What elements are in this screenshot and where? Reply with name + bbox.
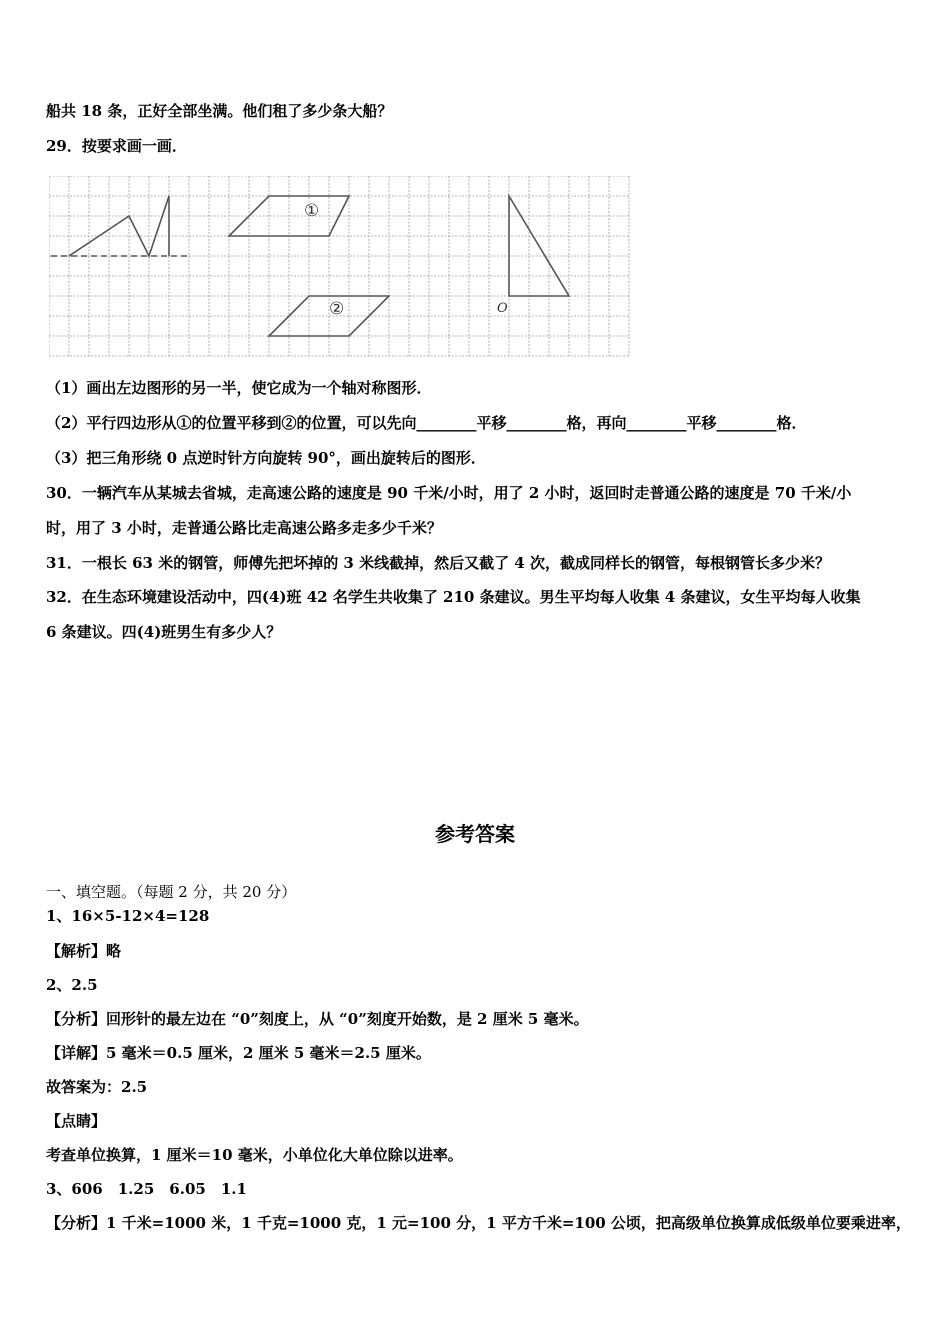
triangle [509, 196, 569, 296]
answer-1-analysis: 【解析】略 [46, 942, 122, 960]
q30-line2: 时，用了 3 小时，走普通公路比走高速公路多走多少千米？ [46, 519, 442, 537]
q29-sub1: （1）画出左边图形的另一半，使它成为一个轴对称图形． [46, 379, 432, 397]
q29-sub2: （2）平行四边形从①的位置平移到②的位置，可以先向________平移________格，再向________平移________格． [46, 414, 807, 432]
parallelogram-2-label: ② [329, 299, 345, 319]
answers-title: 参考答案 [435, 822, 515, 846]
grid-figure [49, 176, 635, 360]
answer-2-tip-label: 【点睛】 [46, 1112, 107, 1130]
q30-line1: 30．一辆汽车从某城去省城，走高速公路的速度是 90 千米/小时，用了 2 小时，返回时走普通公路的速度是 70 千米/小 [46, 484, 852, 502]
answer-2: 2、2.5 [46, 976, 98, 994]
q29-title: 29．按要求画一画． [46, 137, 187, 155]
answer-2-analysis: 【分析】回形针的最左边在 “0”刻度上，从 “0”刻度开始数，是 2 厘米 5 毫米。 [46, 1010, 589, 1028]
answers-section-heading: 一、填空题。（每题 2 分，共 20 分） [46, 883, 297, 901]
answer-3-analysis: 【分析】1 千米=1000 米，1 千克=1000 克，1 元=100 分，1 平方千米=100 公顷，把高级单位换算成低级单位要乘进率， [46, 1214, 911, 1232]
answer-1: 1、16×5-12×4=128 [46, 907, 210, 925]
half-shape [69, 196, 169, 256]
parallelogram-1-label: ① [304, 201, 320, 221]
q32-line2: 6 条建议。四(4)班男生有多少人？ [46, 623, 282, 641]
q29-sub3: （3）把三角形绕 0 点逆时针方向旋转 90°，画出旋转后的图形． [46, 449, 486, 467]
answer-2-detail: 【详解】5 毫米＝0.5 厘米，2 厘米 5 毫米＝2.5 厘米。 [46, 1044, 431, 1062]
q31: 31．一根长 63 米的钢管，师傅先把坏掉的 3 米线截掉，然后又截了 4 次，截成同样长的钢管，每根钢管长多少米？ [46, 554, 830, 572]
answer-3: 3、606 1.25 6.05 1.1 [46, 1180, 247, 1198]
q28-tail: 船共 18 条，正好全部坐满。他们租了多少条大船？ [46, 102, 393, 120]
q32-line1: 32．在生态环境建设活动中，四(4)班 42 名学生共收集了 210 条建议。男生平均每人收集 4 条建议，女生平均每人收集 [46, 588, 861, 606]
answer-2-tip: 考查单位换算，1 厘米＝10 毫米，小单位化大单位除以进率。 [46, 1146, 463, 1164]
point-o-label: O [497, 301, 508, 316]
answer-2-answer: 故答案为：2.5 [46, 1078, 148, 1096]
